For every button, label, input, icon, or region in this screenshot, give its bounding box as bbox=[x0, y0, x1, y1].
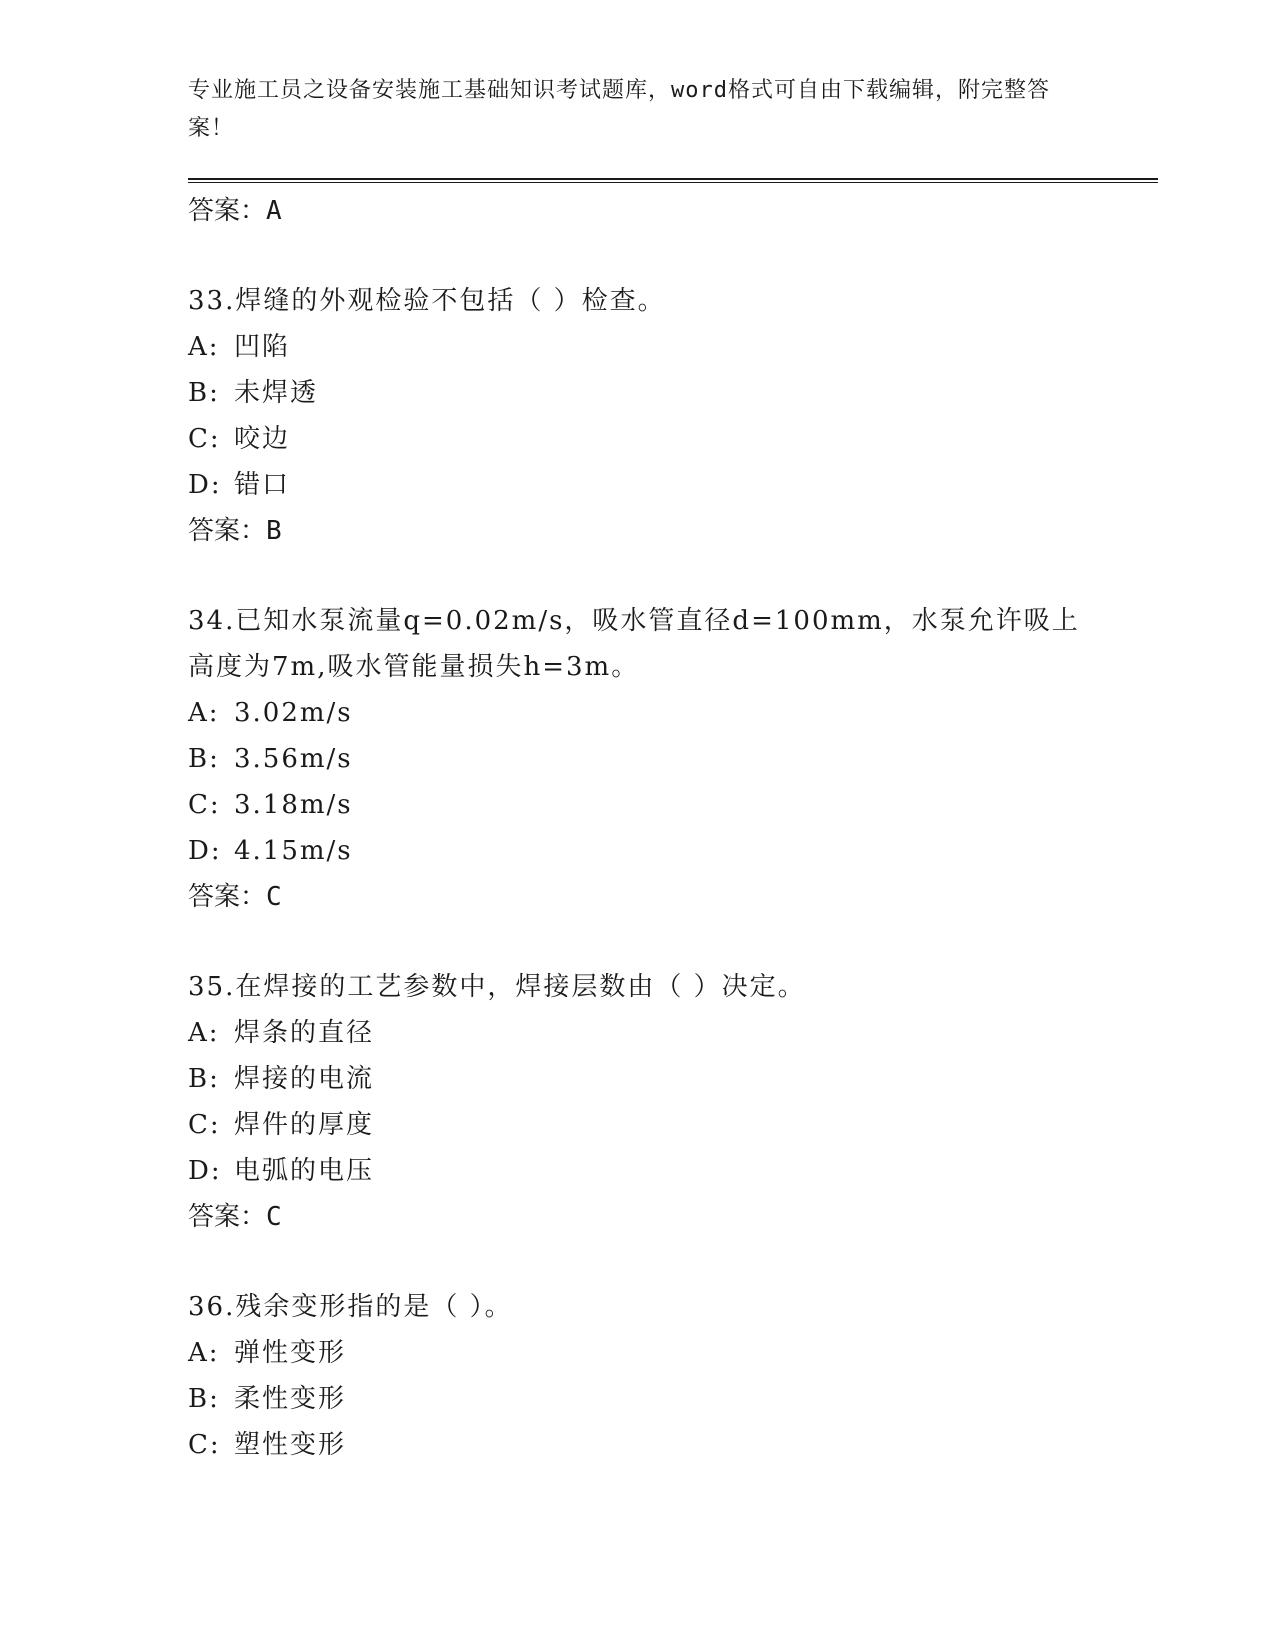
answer-line: 答案：A bbox=[188, 196, 282, 226]
option-c bbox=[188, 1102, 1088, 1148]
option-letter: D: bbox=[188, 836, 222, 866]
question-block bbox=[188, 964, 1088, 1240]
answer-line: 答案：C bbox=[188, 882, 282, 912]
option-b bbox=[188, 736, 1088, 782]
question-block bbox=[188, 598, 1088, 920]
option-letter: A: bbox=[188, 1018, 220, 1048]
option-letter: C: bbox=[188, 1430, 221, 1460]
option-a bbox=[188, 324, 1088, 370]
option-text: 电弧的电压 bbox=[234, 1156, 375, 1186]
option-letter: B: bbox=[188, 744, 220, 774]
option-letter: C: bbox=[188, 1110, 221, 1140]
option-a bbox=[188, 690, 1088, 736]
option-text: 焊条的直径 bbox=[234, 1018, 375, 1048]
option-letter: D: bbox=[188, 470, 222, 500]
option-text: 焊件的厚度 bbox=[234, 1110, 375, 1140]
option-a bbox=[188, 1330, 1088, 1376]
option-letter: C: bbox=[188, 790, 221, 820]
option-a bbox=[188, 1010, 1088, 1056]
question-block bbox=[188, 1284, 1088, 1468]
option-letter: A: bbox=[188, 698, 220, 728]
option-text: 4.15m/s bbox=[234, 836, 353, 866]
option-d bbox=[188, 462, 1088, 508]
option-d bbox=[188, 828, 1088, 874]
option-letter: A: bbox=[188, 1338, 220, 1368]
option-b bbox=[188, 370, 1088, 416]
question-text: 36.残余变形指的是（ ）。 bbox=[188, 1292, 513, 1322]
option-letter: C: bbox=[188, 424, 221, 454]
option-text: 未焊透 bbox=[234, 378, 319, 408]
option-text: 咬边 bbox=[234, 424, 291, 454]
document-body bbox=[188, 188, 1088, 1468]
answer-line: 答案：C bbox=[188, 1202, 282, 1232]
option-c bbox=[188, 782, 1088, 828]
answer-line: 答案：B bbox=[188, 516, 282, 546]
option-letter: B: bbox=[188, 378, 220, 408]
option-text: 3.56m/s bbox=[234, 744, 353, 774]
question-text: 33.焊缝的外观检验不包括（ ）检查。 bbox=[188, 286, 666, 316]
option-d bbox=[188, 1148, 1088, 1194]
option-c bbox=[188, 416, 1088, 462]
option-b bbox=[188, 1056, 1088, 1102]
question-block bbox=[188, 278, 1088, 554]
option-c bbox=[188, 1422, 1088, 1468]
question-text: 35.在焊接的工艺参数中，焊接层数由（ ）决定。 bbox=[188, 972, 806, 1002]
option-text: 塑性变形 bbox=[234, 1430, 347, 1460]
option-letter: D: bbox=[188, 1156, 222, 1186]
option-text: 3.02m/s bbox=[234, 698, 353, 728]
option-text: 3.18m/s bbox=[234, 790, 353, 820]
page-header: 专业施工员之设备安装施工基础知识考试题库，word格式可自由下载编辑，附完整答案！ bbox=[188, 78, 1050, 141]
option-letter: B: bbox=[188, 1384, 220, 1414]
option-text: 错口 bbox=[234, 470, 291, 500]
option-b bbox=[188, 1376, 1088, 1422]
option-letter: B: bbox=[188, 1064, 220, 1094]
option-text: 弹性变形 bbox=[234, 1338, 347, 1368]
header-divider bbox=[188, 178, 1158, 183]
option-letter: A: bbox=[188, 332, 220, 362]
option-text: 凹陷 bbox=[234, 332, 291, 362]
question-text: 34.已知水泵流量q=0.02m/s，吸水管直径d=100mm，水泵允许吸上高度为7m,吸水管能量损失h=3m。 bbox=[188, 606, 1080, 682]
option-text: 焊接的电流 bbox=[234, 1064, 375, 1094]
option-text: 柔性变形 bbox=[234, 1384, 347, 1414]
